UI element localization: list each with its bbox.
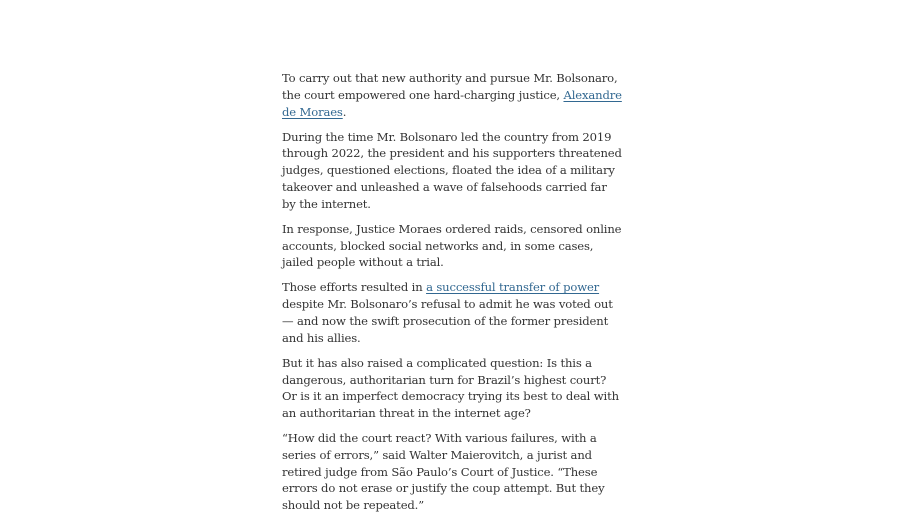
paragraph-6: “How did the court react? With various failures, with a series of errors,” said Walter Maierovitch, a jurist and retired judge from São Paulo’s Court of Justice. “These errors do not erase or justify the coup attempt. But they should not be repeated.” — [282, 431, 605, 513]
paragraph-4 — [282, 279, 622, 346]
paragraph-1-end: . — [342, 104, 347, 119]
paragraph-3: In response, Justice Moraes ordered raids, censored online accounts, blocked social networks and, in some cases, jailed people without a trial. — [282, 221, 622, 270]
paragraph-4-end: despite Mr. Bolsonaro’s refusal to admit he was voted out — and now the swift prosecution of the former president and his allies. — [282, 297, 613, 345]
link-transfer-of-power[interactable]: a successful transfer of power — [426, 280, 600, 295]
link-alexandre-de-moraes[interactable]: Alexandre de Moraes — [282, 87, 622, 119]
paragraph-5: But it has also raised a complicated question: Is this a dangerous, authoritarian turn for Brazil’s highest court? Or is it an imperfect democracy trying its best to deal with an authoritarian threat in the internet age? — [282, 355, 619, 421]
paragraph-1-text: To carry out that new authority and pursue Mr. Bolsonaro, the court empowered one hard-charging justice, — [282, 71, 618, 102]
paragraph-2: During the time Mr. Bolsonaro led the country from 2019 through 2022, the president and his supporters threatened judges, questioned elections, floated the idea of a military takeover and unleashed a wave of falsehoods carried far by the internet. — [282, 129, 622, 211]
paragraph-1 — [282, 70, 622, 120]
paragraph-4-text: Those efforts resulted in — [282, 280, 427, 295]
article-body — [282, 70, 622, 522]
